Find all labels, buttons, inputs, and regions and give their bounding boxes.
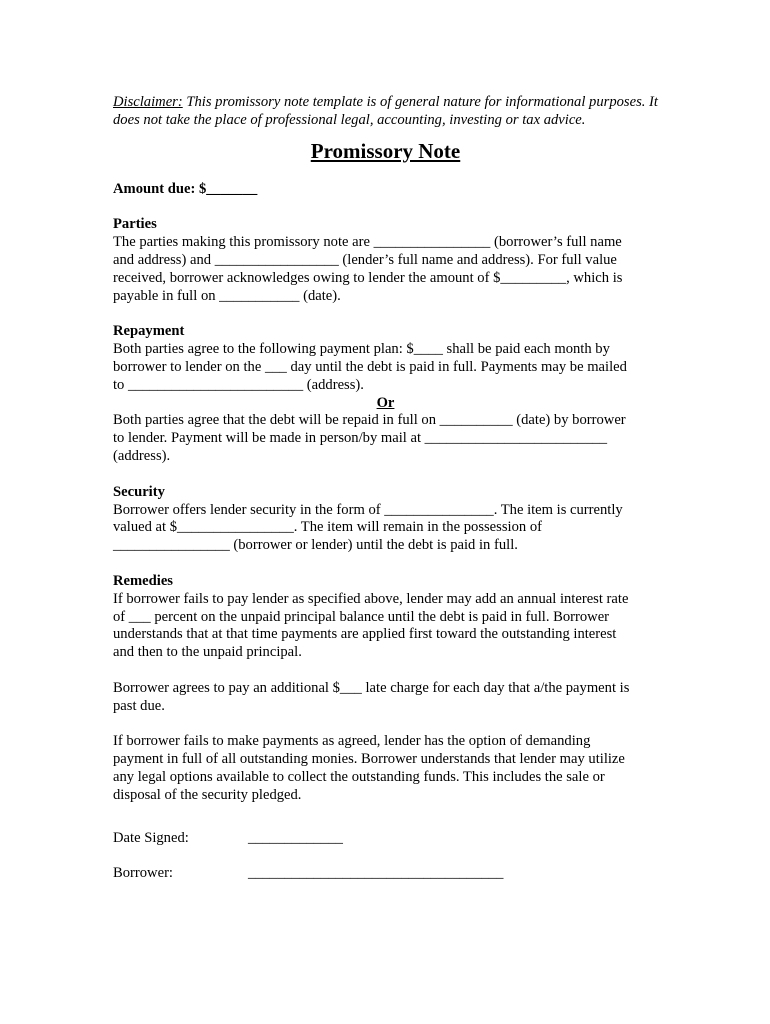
parties-line: The parties making this promissory note are ________________ (borrower’s full name [113, 234, 622, 251]
remedies-line: If borrower fails to make payments as agreed, lender has the option of demanding [113, 733, 591, 750]
remedies-line: disposal of the security pledged. [113, 786, 302, 803]
borrower-signature-row [113, 865, 658, 883]
remedies-section [113, 573, 658, 804]
document-title: Promissory Note [310, 138, 461, 163]
security-line: ________________ (borrower or lender) until the debt is paid in full. [113, 537, 518, 554]
repayment-line: borrower to lender on the ___ day until the debt is paid in full. Payments may be mailed [113, 358, 627, 375]
repayment-line: to ________________________ (address). [113, 376, 364, 393]
parties-line: received, borrower acknowledges owing to lender the amount of $_________, which is [113, 269, 623, 286]
parties-section [113, 216, 658, 305]
security-section [113, 484, 658, 555]
remedies-line: Borrower agrees to pay an additional $___ late charge for each day that a/the payment is [113, 679, 630, 696]
remedies-line: past due. [113, 697, 165, 714]
remedies-line: any legal options available to collect the outstanding funds. This includes the sale or [113, 768, 605, 785]
amount-due: Amount due: $_______ [113, 180, 258, 197]
parties-line: payable in full on ___________ (date). [113, 287, 341, 304]
remedies-line: understands that at that time payments are applied first toward the outstanding interest [113, 626, 617, 643]
repayment-line: to lender. Payment will be made in person/by mail at _________________________ [113, 430, 608, 447]
borrower-signature-label: Borrower: [113, 865, 173, 882]
remedies-heading: Remedies [113, 572, 173, 589]
parties-heading: Parties [113, 216, 157, 233]
security-heading: Security [113, 483, 165, 500]
date-signed-field[interactable]: _____________ [248, 830, 343, 847]
repayment-or-label: Or [376, 394, 395, 411]
parties-line: and address) and _________________ (lender’s full name and address). For full value [113, 251, 617, 268]
remedies-line: of ___ percent on the unpaid principal balance until the debt is paid in full. Borrower [113, 608, 610, 625]
disclaimer [113, 94, 658, 130]
remedies-line: If borrower fails to pay lender as specified above, lender may add an annual interest rate [113, 590, 629, 607]
disclaimer-text: This promissory note template is of general nature for informational purposes. It does not take the place of professional legal, accounting, investing or tax advice. [113, 94, 658, 128]
disclaimer-label: Disclaimer: [113, 94, 183, 110]
date-signed-row [113, 830, 658, 848]
borrower-signature-field[interactable]: ___________________________________ [248, 865, 504, 882]
repayment-line: (address). [113, 447, 171, 464]
date-signed-label: Date Signed: [113, 830, 189, 847]
document-page [113, 94, 658, 883]
remedies-line: payment in full of all outstanding monies. Borrower understands that lender may utilize [113, 750, 625, 767]
remedies-line: and then to the unpaid principal. [113, 644, 302, 661]
repayment-line: Both parties agree that the debt will be repaid in full on __________ (date) by borrower [113, 412, 626, 429]
repayment-section [113, 323, 658, 465]
security-line: valued at $________________. The item will remain in the possession of [113, 519, 542, 536]
repayment-line: Both parties agree to the following payment plan: $____ shall be paid each month by [113, 341, 610, 358]
repayment-heading: Repayment [113, 323, 185, 340]
security-line: Borrower offers lender security in the form of _______________. The item is currently [113, 501, 623, 518]
